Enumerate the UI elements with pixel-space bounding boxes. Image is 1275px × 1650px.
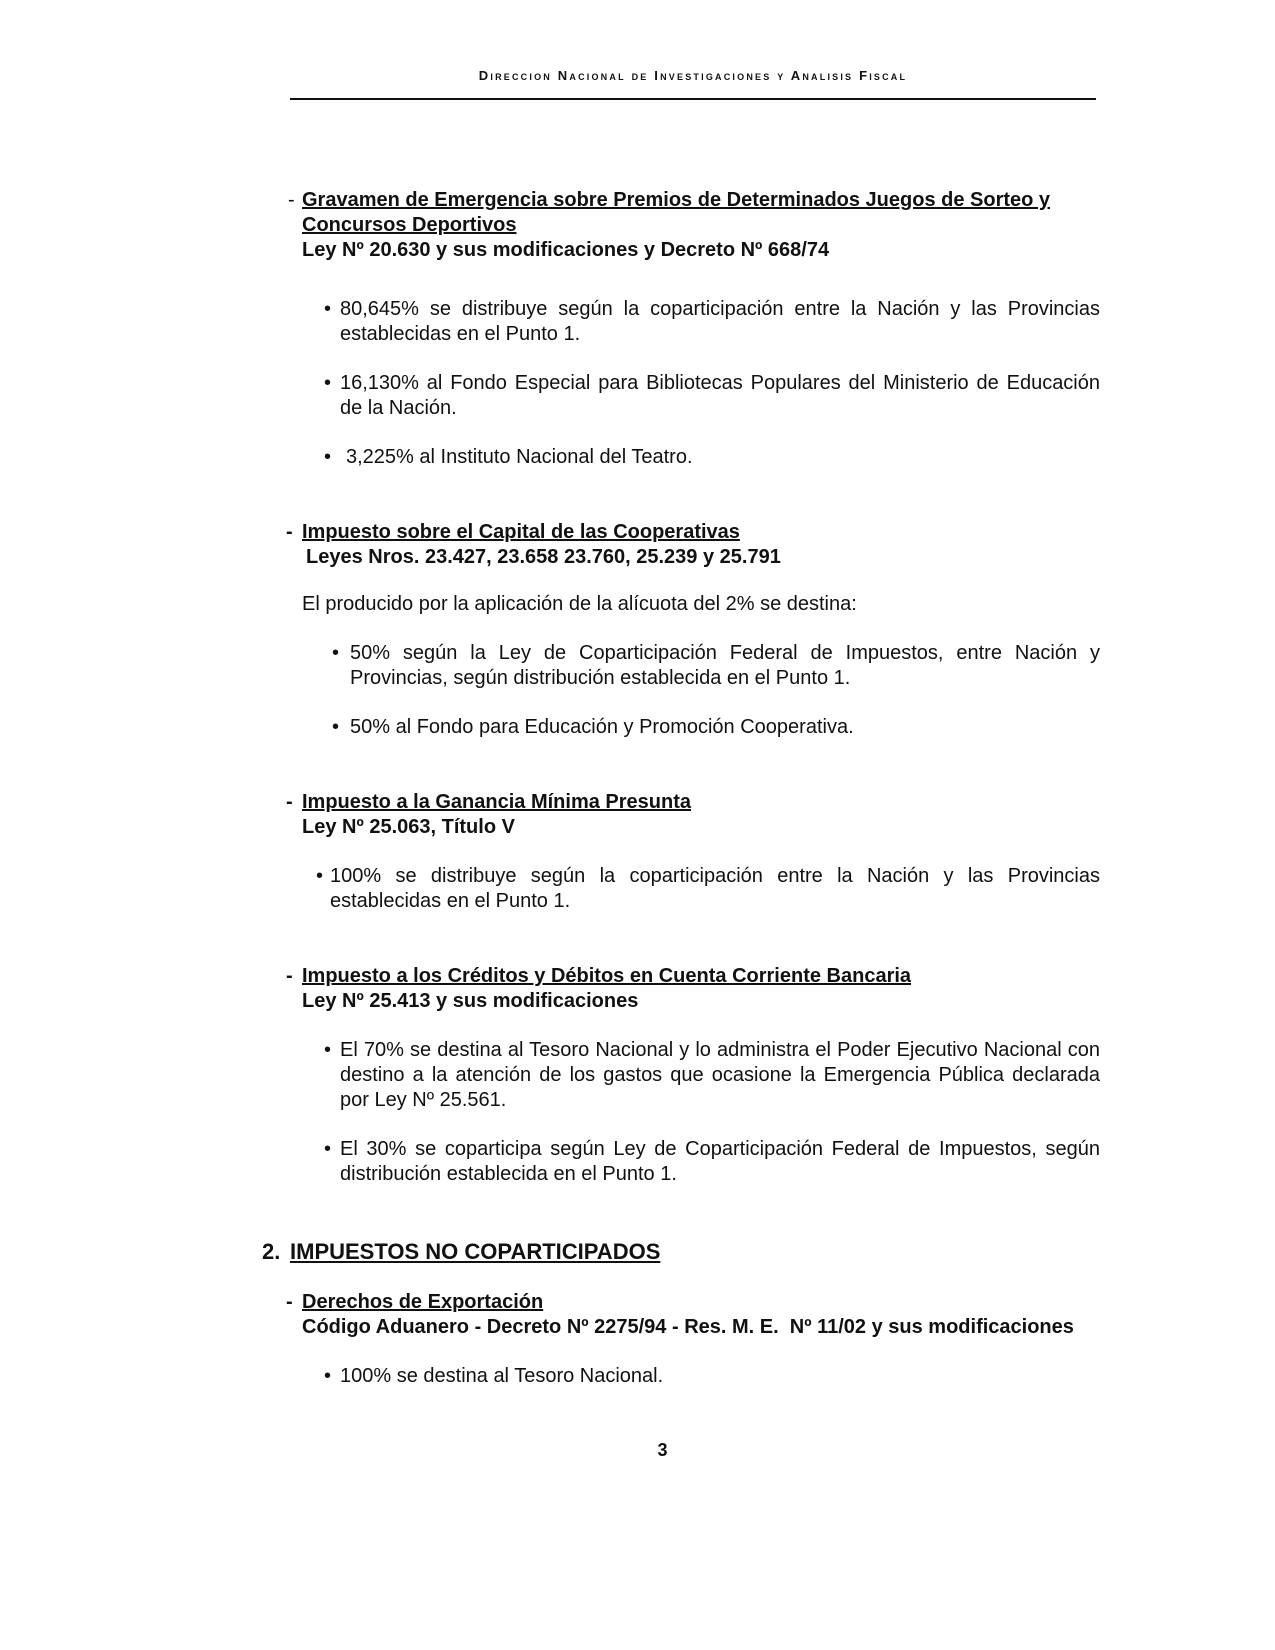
section-dash: - xyxy=(286,965,293,987)
section-law: Ley Nº 20.630 y sus modificaciones y Decreto Nº 668/74 xyxy=(302,239,830,261)
bullet-icon: • xyxy=(316,865,324,887)
bullet-icon: • xyxy=(324,298,332,320)
list-item xyxy=(302,864,1100,914)
bullet-list xyxy=(302,1038,1100,1187)
header-title: Direccion Nacional de Investigaciones y Analisis Fiscal xyxy=(478,68,908,83)
list-item xyxy=(302,1038,1100,1113)
section-dash: - xyxy=(288,189,295,211)
section-derechos-exportacion xyxy=(270,1290,1100,1389)
list-item xyxy=(302,641,1100,691)
section-law: Código Aduanero - Decreto Nº 2275/94 - Res. M. E. Nº 11/02 y sus modificaciones xyxy=(302,1316,1074,1338)
section-ganancia-minima-presunta xyxy=(270,790,1100,914)
section-title: Impuesto a la Ganancia Mínima Presunta xyxy=(302,791,692,813)
list-item xyxy=(302,1364,1100,1389)
section-gravamen-emergencia xyxy=(270,188,1100,470)
list-item-text: 100% se distribuye según la coparticipación entre la Nación y las Provincias establecidas en el Punto 1. xyxy=(330,865,1100,912)
list-item xyxy=(302,1137,1100,1187)
list-item-text: 50% según la Ley de Coparticipación Federal de Impuestos, entre Nación y Provincias, según distribución establecida en el Punto 1. xyxy=(350,642,1100,689)
bullet-icon: • xyxy=(324,1138,332,1160)
page-header xyxy=(290,68,1096,83)
list-item-text: 100% se destina al Tesoro Nacional. xyxy=(340,1365,664,1387)
list-item xyxy=(302,297,1100,347)
section-title: Impuesto a los Créditos y Débitos en Cuenta Corriente Bancaria xyxy=(302,965,912,987)
list-item-text: 3,225% al Instituto Nacional del Teatro. xyxy=(346,446,693,468)
list-item-text: 80,645% se distribuye según la coparticipación entre la Nación y las Provincias establecidas en el Punto 1. xyxy=(340,298,1100,345)
section-law: Ley Nº 25.413 y sus modificaciones xyxy=(302,990,639,1012)
list-item-text: 16,130% al Fondo Especial para Bibliotecas Populares del Ministerio de Educación de la Nación. xyxy=(340,372,1100,419)
main-section-title: IMPUESTOS NO COPARTICIPADOS xyxy=(290,1239,661,1264)
section-creditos-debitos xyxy=(270,964,1100,1187)
bullet-icon: • xyxy=(324,1039,332,1061)
bullet-list xyxy=(302,864,1100,914)
section-dash: - xyxy=(286,521,293,543)
section-law: Ley Nº 25.063, Título V xyxy=(302,816,515,838)
bullet-list xyxy=(302,297,1100,470)
bullet-icon: • xyxy=(332,642,340,664)
page-number: 3 xyxy=(657,1440,668,1460)
bullet-list xyxy=(302,1364,1100,1389)
main-section-number: 2. xyxy=(262,1239,281,1264)
section-intro: El producido por la aplicación de la alícuota del 2% se destina: xyxy=(302,593,857,615)
bullet-icon: • xyxy=(324,372,332,394)
section-dash: - xyxy=(286,791,293,813)
bullet-icon: • xyxy=(324,446,332,468)
list-item xyxy=(302,445,1100,470)
list-item xyxy=(302,715,1100,740)
document-body xyxy=(262,188,1100,1435)
list-item-text: El 70% se destina al Tesoro Nacional y lo administra el Poder Ejecutivo Nacional con destino a la atención de los gastos que ocasione la Emergencia Pública declarada por Ley Nº 25.561. xyxy=(340,1039,1100,1111)
section-dash: - xyxy=(286,1291,293,1313)
section-law: Leyes Nros. 23.427, 23.658 23.760, 25.239 y 25.791 xyxy=(306,546,781,568)
list-item-text: El 30% se coparticipa según Ley de Coparticipación Federal de Impuestos, según distribución establecida en el Punto 1. xyxy=(340,1138,1100,1185)
list-item xyxy=(302,371,1100,421)
section-title: Derechos de Exportación xyxy=(302,1291,544,1313)
header-divider xyxy=(290,98,1096,100)
section-title: Gravamen de Emergencia sobre Premios de Determinados Juegos de Sorteo y Concursos Deportivos xyxy=(302,189,1051,236)
list-item-text: 50% al Fondo para Educación y Promoción Cooperativa. xyxy=(350,716,854,738)
main-section-heading xyxy=(262,1239,1100,1264)
bullet-icon: • xyxy=(324,1365,332,1387)
section-title: Impuesto sobre el Capital de las Cooperativas xyxy=(302,521,740,543)
section-capital-cooperativas xyxy=(270,520,1100,740)
bullet-list xyxy=(302,641,1100,740)
bullet-icon: • xyxy=(332,716,340,738)
